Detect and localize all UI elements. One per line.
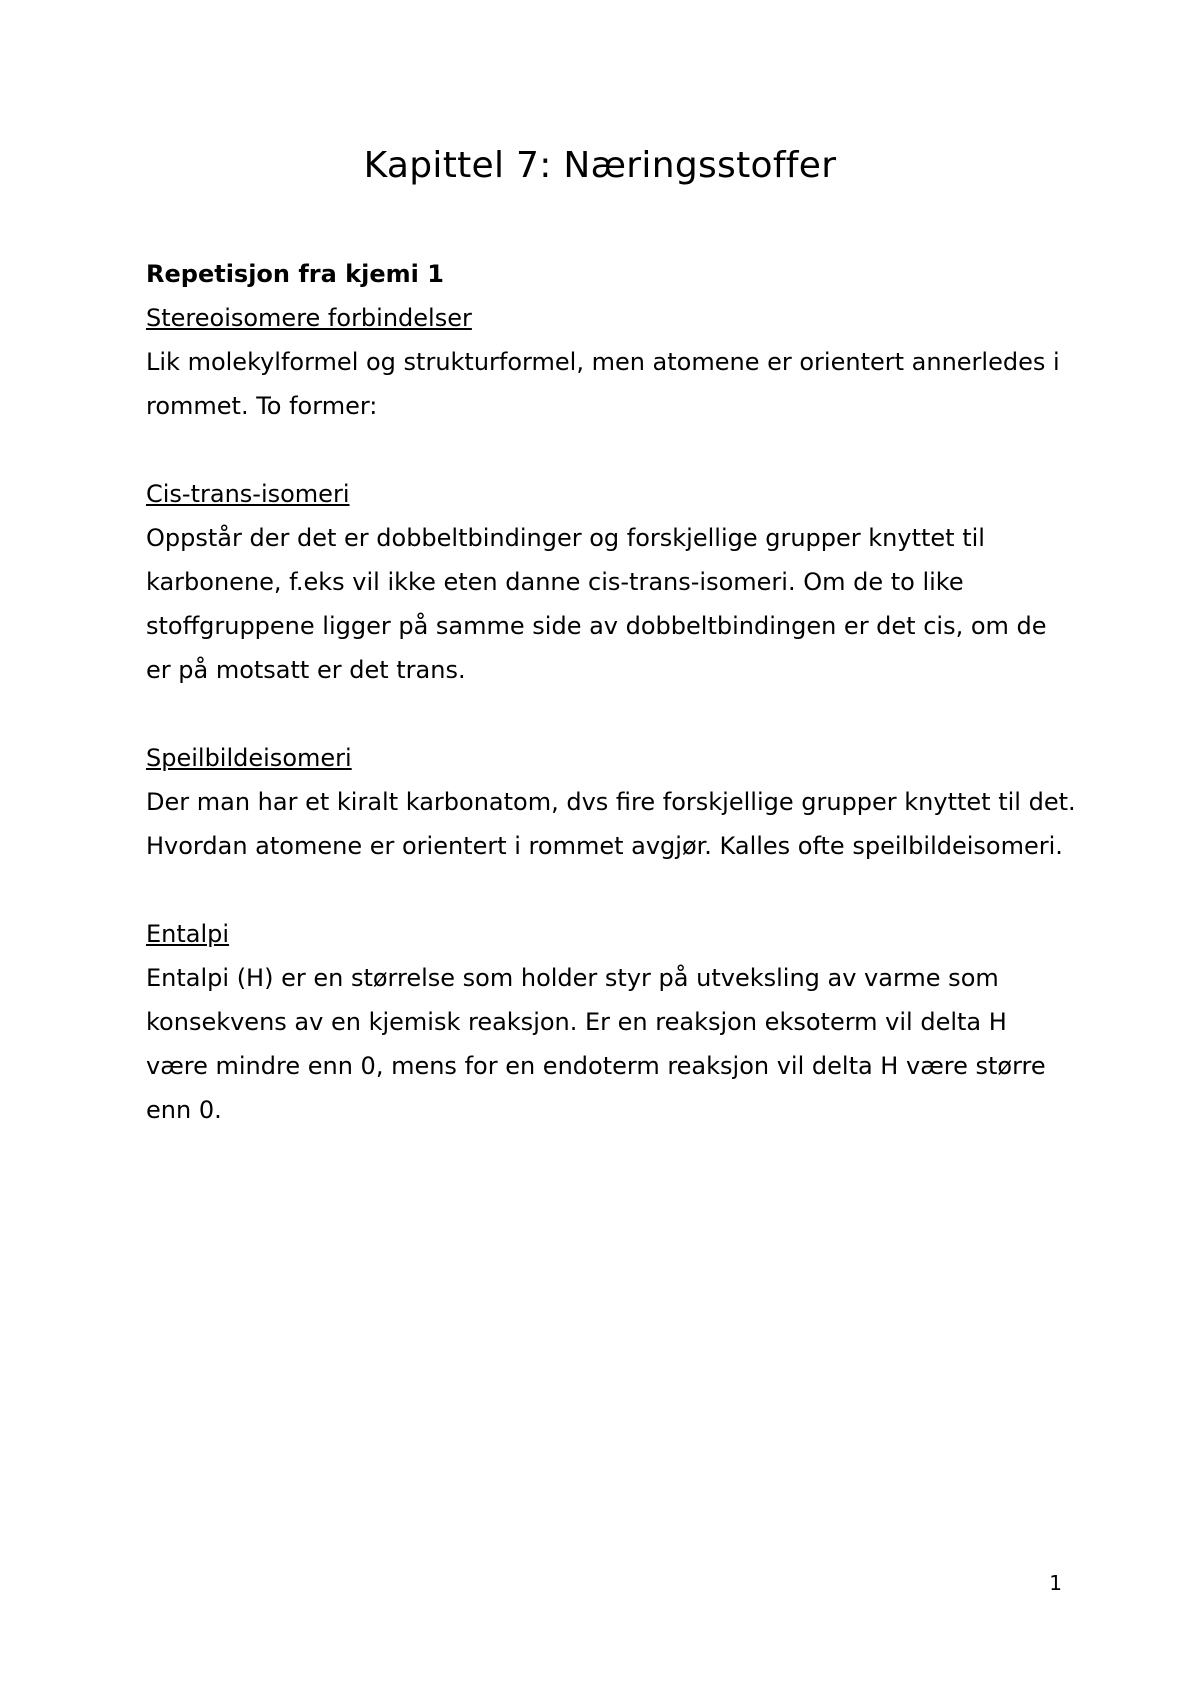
paragraph-cis-trans: Oppstår der det er dobbeltbindinger og forskjellige grupper knyttet til karbonene, f.eks vil ikke eten danne cis-trans-isomeri. Om de to like stoffgruppene ligger på samme side av dobbeltbindingen er det cis, om de er på motsatt er det trans. <box>146 524 1047 684</box>
section-heading: Repetisjon fra kjemi 1 <box>146 260 444 288</box>
subheading-cis-trans: Cis-trans-isomeri <box>146 480 350 508</box>
page-number: 1 <box>1049 1571 1062 1595</box>
paragraph-speilbildeisomeri: Der man har et kiralt karbonatom, dvs fire forskjellige grupper knyttet til det. Hvordan atomene er orientert i rommet avgjør. Kalles ofte speilbildeisomeri. <box>146 788 1076 860</box>
subheading-stereoisomere: Stereoisomere forbindelser <box>146 304 472 332</box>
paragraph-spacer <box>146 868 1076 912</box>
paragraph-spacer <box>146 428 1076 472</box>
paragraph-entalpi: Entalpi (H) er en størrelse som holder styr på utveksling av varme som konsekvens av en kjemisk reaksjon. Er en reaksjon eksoterm vil delta H være mindre enn 0, mens for en endoterm reaksjon vil delta H være større enn 0. <box>146 964 1046 1124</box>
paragraph-spacer <box>146 692 1076 736</box>
subheading-entalpi: Entalpi <box>146 920 230 948</box>
paragraph-stereoisomere: Lik molekylformel og strukturformel, men atomene er orientert annerledes i rommet. To former: <box>146 348 1060 420</box>
subheading-speilbildeisomeri: Speilbildeisomeri <box>146 744 352 772</box>
page-title: Kapittel 7: Næringsstoffer <box>363 145 837 186</box>
document-body <box>146 252 1076 1132</box>
